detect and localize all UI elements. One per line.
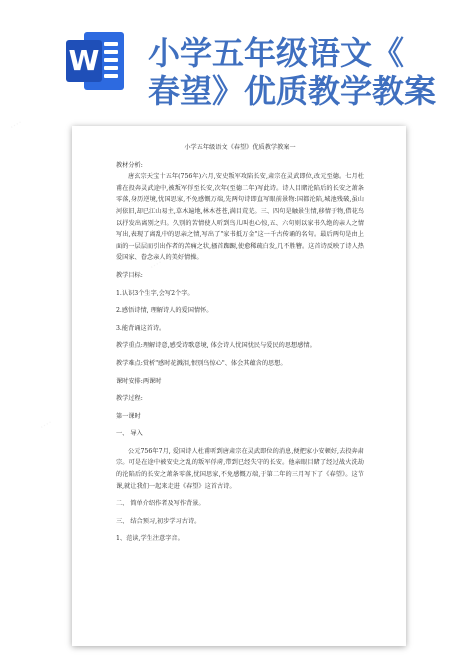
section-label: 二、 简单介绍作者及写作背景。 — [116, 500, 205, 508]
list-item: 3.能背诵这首诗。 — [116, 324, 166, 332]
word-line — [104, 74, 118, 78]
list-item: 1、范读,学生注意字音。 — [116, 535, 184, 543]
word-line — [104, 50, 118, 54]
page-title-line1: 小学五年级语文《 — [148, 34, 405, 72]
watermark: ···· — [38, 417, 55, 434]
list-item: 1.认识3个生字,会写2个字。 — [116, 289, 194, 297]
word-line — [104, 42, 118, 46]
section-label: 一、 导入 — [116, 430, 143, 438]
body-paragraph: 课时安排:两课时 — [116, 377, 162, 385]
section-label: 教学目标: — [116, 271, 143, 279]
body-paragraph: 唐玄宗天宝十五年(756年)六月,安史叛军攻陷长安,肃宗在灵武即位,改元至德。七月杜甫在投奔灵武途中,被叛军俘至长安,次年(至德二年)写此诗。诗人目睹沦陷后的长安之萧条零落,身历逆境,忧国思家,不免感慨万端,先两句诗即直写眼前景物:国都沦陷,城池残破,虽山河依旧,却已江山易主,草木遍地,林木苍苍,满目荒芜。三、四句是触景生情,移情于物,借花鸟以抒发出离别之归。久别的苦情使人听到鸟儿叫也心惊,五、六句则以家书久绝的亲人之情写出,表现了离乱中的思亲之情,写出了"家书抵万金"这一千古传诵的名句。最后两句是由上面的一层层而引出作者的苦痛之状,搔首踟蹰,使愈稀疏白发,几不胜簪。这首诗反映了诗人热爱国家、眷念亲人的美好情操。 — [116, 173, 364, 262]
list-item: 2.感悟诗情, 理解诗人的爱国情怀。 — [116, 307, 213, 315]
document-body — [116, 142, 364, 545]
watermark: ···· — [8, 117, 25, 134]
section-label: 三、 结合预习,初步学习古诗。 — [116, 517, 201, 525]
section-label: 第一课时 — [116, 412, 141, 420]
section-label: 教学过程: — [116, 395, 143, 403]
word-line — [104, 58, 118, 62]
word-icon — [66, 32, 124, 90]
word-letter-tile: W — [66, 40, 102, 82]
word-line — [104, 66, 118, 70]
section-label: 教材分析: — [116, 161, 143, 169]
title-banner — [0, 0, 474, 112]
page-title-line2: 春望》优质教学教案 — [148, 72, 437, 110]
document-preview[interactable] — [72, 126, 406, 646]
body-paragraph: 教学重点:理解诗意,感受诗歌意境, 体会诗人忧国忧民与爱民的思想感情。 — [116, 342, 316, 350]
body-paragraph: 教学难点:赏析"感时花溅泪,恨别鸟惊心"、体会其蕴含的思想。 — [116, 359, 287, 367]
body-paragraph: 公元756年7月, 爱国诗人杜甫听到唐肃宗在灵武即位的消息,便把家小安顿好,去投奔肃宗。可是在途中被安史之乱的叛军俘虏,带到已经失守的长安。他亲眼目睹了经过战火洗劫的沦陷后的长安之萧条零落,忧国思家,不免感慨万端,于第二年的三月写下了《春望》。这节课,就让我们一起来走进《春望》这首古诗。 — [116, 447, 364, 490]
document-heading: 小学五年级语文《春望》优质教学教案一 — [184, 144, 296, 151]
